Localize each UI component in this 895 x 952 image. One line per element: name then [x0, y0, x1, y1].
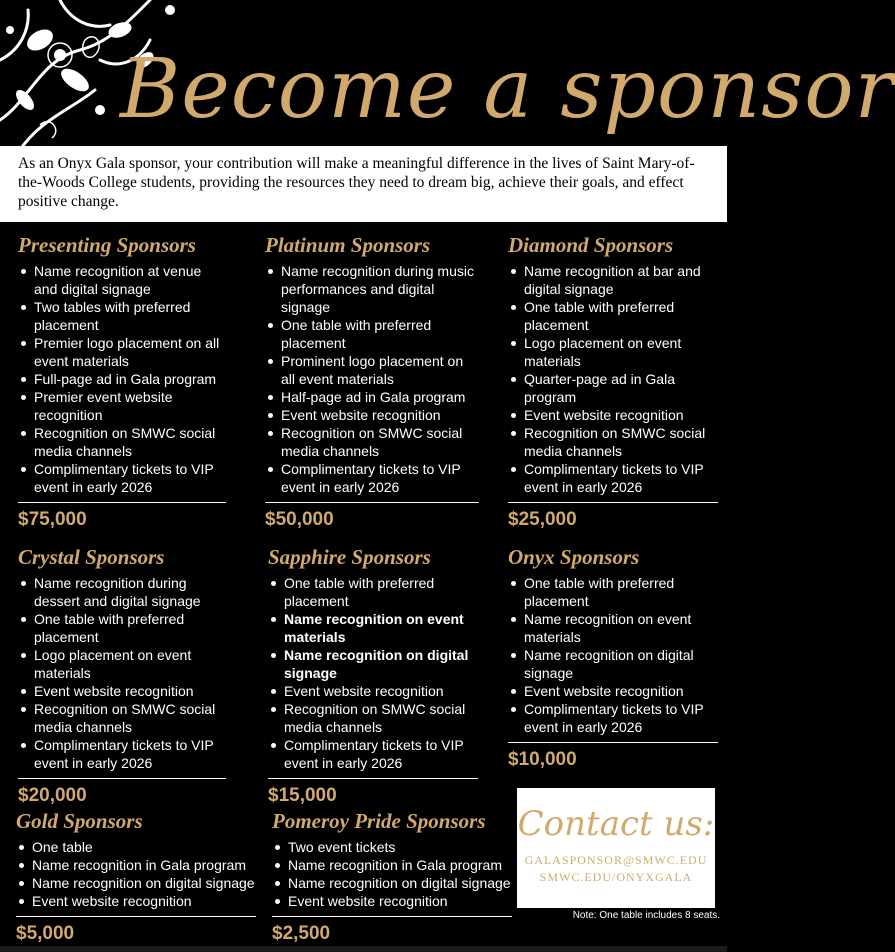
- tier-sapphire: [268, 544, 478, 807]
- benefit-item: Event website recognition: [508, 682, 718, 700]
- benefit-item: Name recognition on event materials: [268, 610, 478, 646]
- benefit-item: One table with preferred placement: [268, 574, 478, 610]
- tier-title: Sapphire Sponsors: [268, 545, 431, 569]
- benefit-item: Recognition on SMWC social media channels: [268, 700, 478, 736]
- tier-price: $20,000: [18, 785, 87, 806]
- benefit-item: Premier event website recognition: [18, 388, 226, 424]
- divider: [265, 502, 479, 503]
- bottom-edge: [0, 946, 727, 952]
- benefit-item: Complimentary tickets to VIP event in early 2026: [18, 460, 226, 496]
- benefit-item: Name recognition on digital signage: [16, 874, 256, 892]
- benefit-list: [508, 262, 718, 496]
- contact-email[interactable]: GALASPONSOR@SMWC.EDU: [524, 853, 708, 867]
- benefit-item: Complimentary tickets to VIP event in early 2026: [18, 736, 226, 772]
- divider: [268, 778, 478, 779]
- benefit-item: Logo placement on event materials: [508, 334, 718, 370]
- tier-price: $75,000: [18, 509, 87, 530]
- intro-paragraph: As an Onyx Gala sponsor, your contribution will make a meaningful difference in the lives of Saint Mary-of-the-Woods College students, providing the resources they need to dream big, achieve their goals, and effect positive change.: [0, 146, 727, 222]
- benefit-item: Name recognition at venue and digital signage: [18, 262, 226, 298]
- benefit-item: Name recognition during music performances and digital signage: [265, 262, 479, 316]
- benefit-list: [268, 574, 478, 772]
- benefit-list: [265, 262, 479, 496]
- tier-title: Gold Sponsors: [16, 809, 143, 833]
- benefit-item: Quarter-page ad in Gala program: [508, 370, 718, 406]
- benefit-item: One table: [16, 838, 256, 856]
- benefit-item: Complimentary tickets to VIP event in early 2026: [508, 460, 718, 496]
- divider: [508, 742, 718, 743]
- benefit-item: Event website recognition: [268, 682, 478, 700]
- benefit-item: Event website recognition: [18, 682, 226, 700]
- tier-title: Crystal Sponsors: [18, 545, 165, 569]
- benefit-item: Two event tickets: [272, 838, 512, 856]
- benefit-item: Complimentary tickets to VIP event in early 2026: [265, 460, 479, 496]
- benefit-list: [18, 574, 226, 772]
- benefit-item: Name recognition on event materials: [508, 610, 718, 646]
- benefit-item: Recognition on SMWC social media channels: [265, 424, 479, 460]
- benefit-item: Event website recognition: [508, 406, 718, 424]
- benefit-item: Event website recognition: [16, 892, 256, 910]
- benefit-item: Logo placement on event materials: [18, 646, 226, 682]
- benefit-item: Complimentary tickets to VIP event in early 2026: [508, 700, 718, 736]
- tier-title: Platinum Sponsors: [265, 233, 431, 257]
- contact-heading: Contact us:: [517, 804, 715, 844]
- benefit-item: Recognition on SMWC social media channels: [18, 424, 226, 460]
- tier-title: Onyx Sponsors: [508, 545, 640, 569]
- benefit-item: Name recognition at bar and digital signage: [508, 262, 718, 298]
- benefit-item: Event website recognition: [272, 892, 512, 910]
- benefit-item: One table with preferred placement: [508, 574, 718, 610]
- benefit-item: Recognition on SMWC social media channels: [18, 700, 226, 736]
- tier-price: $50,000: [265, 509, 334, 530]
- tier-title: Presenting Sponsors: [18, 233, 196, 257]
- tier-presenting: [18, 232, 226, 531]
- benefit-item: One table with preferred placement: [508, 298, 718, 334]
- benefit-item: Full-page ad in Gala program: [18, 370, 226, 388]
- divider: [508, 502, 718, 503]
- tier-price: $15,000: [268, 785, 337, 806]
- benefit-item: Recognition on SMWC social media channels: [508, 424, 718, 460]
- benefit-item: Name recognition in Gala program: [272, 856, 512, 874]
- benefit-list: [272, 838, 512, 910]
- benefit-list: [508, 574, 718, 736]
- divider: [18, 502, 226, 503]
- benefit-item: Name recognition in Gala program: [16, 856, 256, 874]
- tier-price: $5,000: [16, 923, 75, 944]
- benefit-item: Name recognition on digital signage: [268, 646, 478, 682]
- divider: [272, 916, 512, 917]
- benefit-list: [16, 838, 256, 910]
- contact-box: [517, 788, 715, 908]
- benefit-item: Name recognition on digital signage: [508, 646, 718, 682]
- benefit-item: Name recognition on digital signage: [272, 874, 512, 892]
- divider: [16, 916, 256, 917]
- tier-price: $25,000: [508, 509, 577, 530]
- tier-price: $10,000: [508, 749, 577, 770]
- headline: Become a sponsor: [120, 42, 895, 137]
- benefit-item: Complimentary tickets to VIP event in early 2026: [268, 736, 478, 772]
- benefit-item: Prominent logo placement on all event materials: [265, 352, 479, 388]
- divider: [18, 778, 226, 779]
- tier-pomeroy-pride: [272, 808, 512, 945]
- benefit-item: Premier logo placement on all event materials: [18, 334, 226, 370]
- benefit-item: One table with preferred placement: [18, 610, 226, 646]
- contact-website[interactable]: SMWC.EDU/ONYXGALA: [539, 870, 693, 884]
- seating-note: Note: One table includes 8 seats.: [572, 910, 720, 921]
- benefit-item: Half-page ad in Gala program: [265, 388, 479, 406]
- tier-title: Diamond Sponsors: [508, 233, 674, 257]
- tier-price: $2,500: [272, 923, 331, 944]
- benefit-item: One table with preferred placement: [265, 316, 479, 352]
- tier-platinum: [265, 232, 479, 531]
- benefit-list: [18, 262, 226, 496]
- benefit-item: Name recognition during dessert and digital signage: [18, 574, 226, 610]
- tier-crystal: [18, 544, 226, 807]
- benefit-item: Two tables with preferred placement: [18, 298, 226, 334]
- tier-onyx: [508, 544, 718, 771]
- tier-title: Pomeroy Pride Sponsors: [272, 809, 486, 833]
- tier-gold: [16, 808, 256, 945]
- tier-diamond: [508, 232, 718, 531]
- benefit-item: Event website recognition: [265, 406, 479, 424]
